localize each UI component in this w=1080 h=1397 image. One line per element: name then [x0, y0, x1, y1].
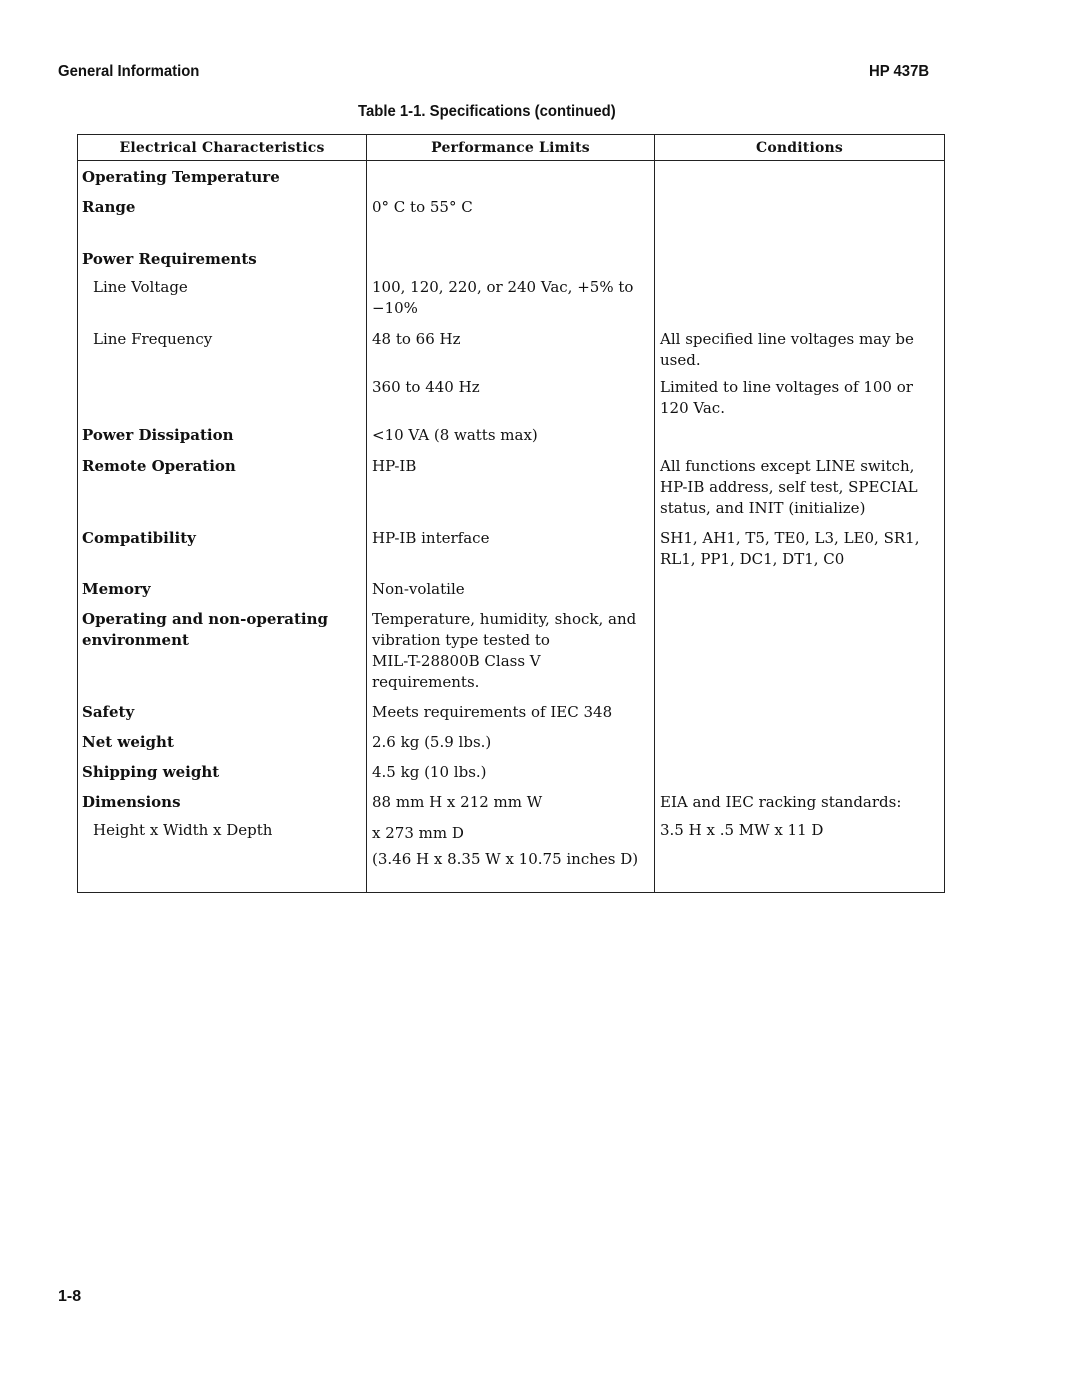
row-condition: All functions except LINE switch, HP-IB address, self test, SPECIAL status, and INIT (initialize): [660, 457, 918, 517]
row-limit: Temperature, humidity, shock, and vibration type tested to MIL-T-28800B Class V requirements.: [372, 610, 637, 691]
row-limit: Non-volatile: [372, 580, 465, 598]
table-title: Table 1-1. Specifications (continued): [358, 103, 616, 120]
row-label: Shipping weight: [82, 763, 220, 781]
row-limit: 2.6 kg (5.9 lbs.): [372, 733, 492, 751]
row-label: Line Frequency: [93, 330, 213, 348]
row-condition: All specified line voltages may be used.: [660, 330, 914, 369]
row-condition: 3.5 H x .5 MW x 11 D: [660, 821, 824, 839]
column-header-conditions: Conditions: [756, 140, 843, 156]
row-label: Power Dissipation: [82, 426, 234, 444]
column-header-limits: Performance Limits: [431, 140, 590, 156]
row-condition: SH1, AH1, T5, TE0, L3, LE0, SR1, RL1, PP1, DC1, DT1, C0: [660, 529, 920, 568]
row-label: Remote Operation: [82, 457, 236, 475]
header-rule: [78, 160, 944, 161]
row-limit: x 273 mm D (3.46 H x 8.35 W x 10.75 inches D): [372, 824, 639, 868]
row-label: Operating Temperature: [82, 168, 280, 186]
row-label: Range: [82, 198, 136, 216]
column-header-characteristics: Electrical Characteristics: [119, 140, 325, 156]
row-condition: EIA and IEC racking standards:: [660, 793, 902, 811]
row-limit: 48 to 66 Hz: [372, 330, 461, 348]
row-limit: Meets requirements of IEC 348: [372, 703, 613, 721]
column-divider: [366, 135, 367, 892]
model-title: HP 437B: [869, 63, 930, 80]
row-label: Compatibility: [82, 529, 196, 547]
row-condition: Limited to line voltages of 100 or 120 Vac.: [660, 378, 913, 417]
row-label: Net weight: [82, 733, 174, 751]
row-label: Power Requirements: [82, 250, 257, 268]
row-label: Line Voltage: [93, 278, 188, 296]
row-limit: 100, 120, 220, or 240 Vac, +5% to −10%: [372, 278, 634, 317]
row-label: Safety: [82, 703, 135, 721]
row-limit: 360 to 440 Hz: [372, 378, 480, 396]
row-label: Memory: [82, 580, 151, 598]
section-title: General Information: [58, 63, 200, 80]
row-label: Dimensions: [82, 793, 181, 811]
row-limit: 4.5 kg (10 lbs.): [372, 763, 487, 781]
row-limit: 0° C to 55° C: [372, 198, 473, 216]
row-limit: HP-IB: [372, 457, 417, 475]
row-limit: 88 mm H x 212 mm W: [372, 793, 543, 811]
row-label: Operating and non-operating environment: [82, 610, 329, 649]
column-divider: [654, 135, 655, 892]
row-limit: HP-IB interface: [372, 529, 490, 547]
spec-table: [77, 134, 945, 893]
page-number: 1-8: [58, 1288, 82, 1305]
row-limit: <10 VA (8 watts max): [372, 426, 538, 444]
row-label: Height x Width x Depth: [93, 821, 273, 839]
